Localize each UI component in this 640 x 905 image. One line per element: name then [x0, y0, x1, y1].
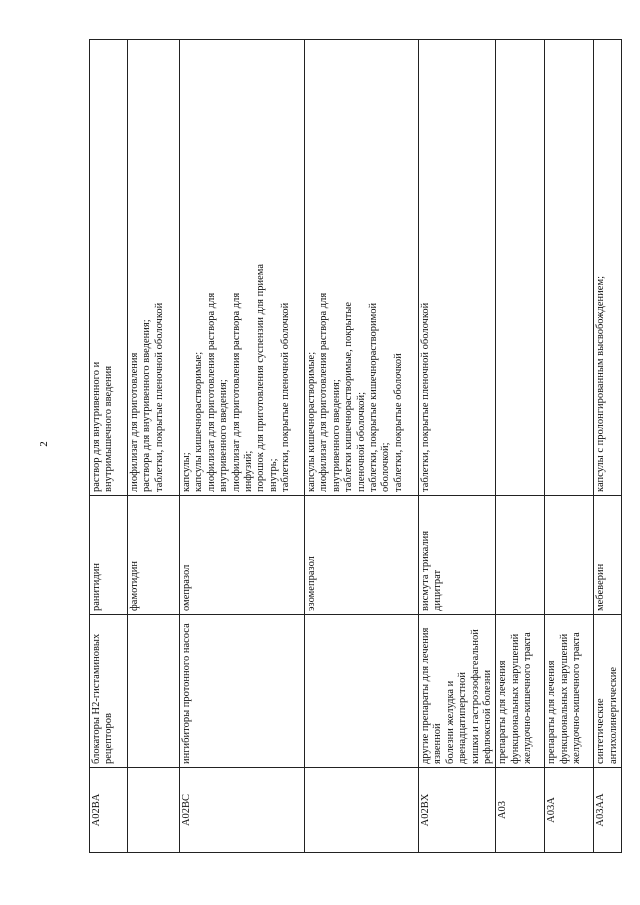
dosage-forms: таблетки, покрытые пленочной оболочкой	[419, 40, 496, 496]
dosage-forms: лиофилизат для приготовления раствора для внутривенного введения; таблетки, покрытые пленочной оболочкой	[128, 40, 180, 496]
dosage-forms	[496, 40, 545, 496]
dosage-forms: капсулы с пролонгированным высвобождением;	[594, 40, 622, 496]
table-row	[90, 40, 128, 853]
rotated-page	[89, 40, 619, 853]
dosage-forms	[545, 40, 594, 496]
drug-table	[89, 39, 622, 853]
table-row	[305, 40, 419, 853]
group-name: ингибиторы протонного насоса	[180, 615, 305, 768]
drug-name: эзомепразол	[305, 496, 419, 615]
table-row	[180, 40, 305, 853]
atc-code	[305, 768, 419, 853]
page-number: 2	[37, 441, 50, 447]
group-name: другие препараты для лечения язвенной болезни желудка и двенадцатиперстной кишки и гастроэзофагеальной рефлюксной болезни	[419, 615, 496, 768]
group-name	[305, 615, 419, 768]
table-row	[419, 40, 496, 853]
atc-code: A02BA	[90, 768, 128, 853]
atc-code: A02BX	[419, 768, 496, 853]
drug-name	[545, 496, 594, 615]
atc-code	[128, 768, 180, 853]
group-name: синтетические антихолинергические	[594, 615, 622, 768]
group-name: препараты для лечения функциональных нарушений желудочно-кишечного тракта	[545, 615, 594, 768]
table-row	[594, 40, 622, 853]
drug-name: висмута трикалия дицитрат	[419, 496, 496, 615]
drug-name	[496, 496, 545, 615]
dosage-forms: капсулы; капсулы кишечнорастворимые; лиофилизат для приготовления раствора для внутривенного введения; лиофилизат для приготовления раствора для инфузий; порошок для приготовления суспензии для приема внутрь; таблетки, покрытые пленочной оболочкой	[180, 40, 305, 496]
atc-code: A03	[496, 768, 545, 853]
drug-name: омепразол	[180, 496, 305, 615]
group-name: блокаторы Н2-гистаминовых рецепторов	[90, 615, 128, 768]
group-name: препараты для лечения функциональных нарушений желудочно-кишечного тракта	[496, 615, 545, 768]
atc-code: A02BC	[180, 768, 305, 853]
dosage-forms: раствор для внутривенного и внутримышечного введения	[90, 40, 128, 496]
table-row	[545, 40, 594, 853]
dosage-forms: капсулы кишечнорастворимые; лиофилизат для приготовления раствора для внутривенного введения; таблетки кишечнорастворимые, покрытые пленочной оболочкой; таблетки, покрытые кишечнорастворимой оболочкой; таблетки, покрытые оболочкой	[305, 40, 419, 496]
atc-code: A03AA	[594, 768, 622, 853]
drug-name: фамотидин	[128, 496, 180, 615]
group-name	[128, 615, 180, 768]
drug-name: ранитидин	[90, 496, 128, 615]
table-row	[496, 40, 545, 853]
table-row	[128, 40, 180, 853]
atc-code: A03A	[545, 768, 594, 853]
drug-name: мебеверин	[594, 496, 622, 615]
